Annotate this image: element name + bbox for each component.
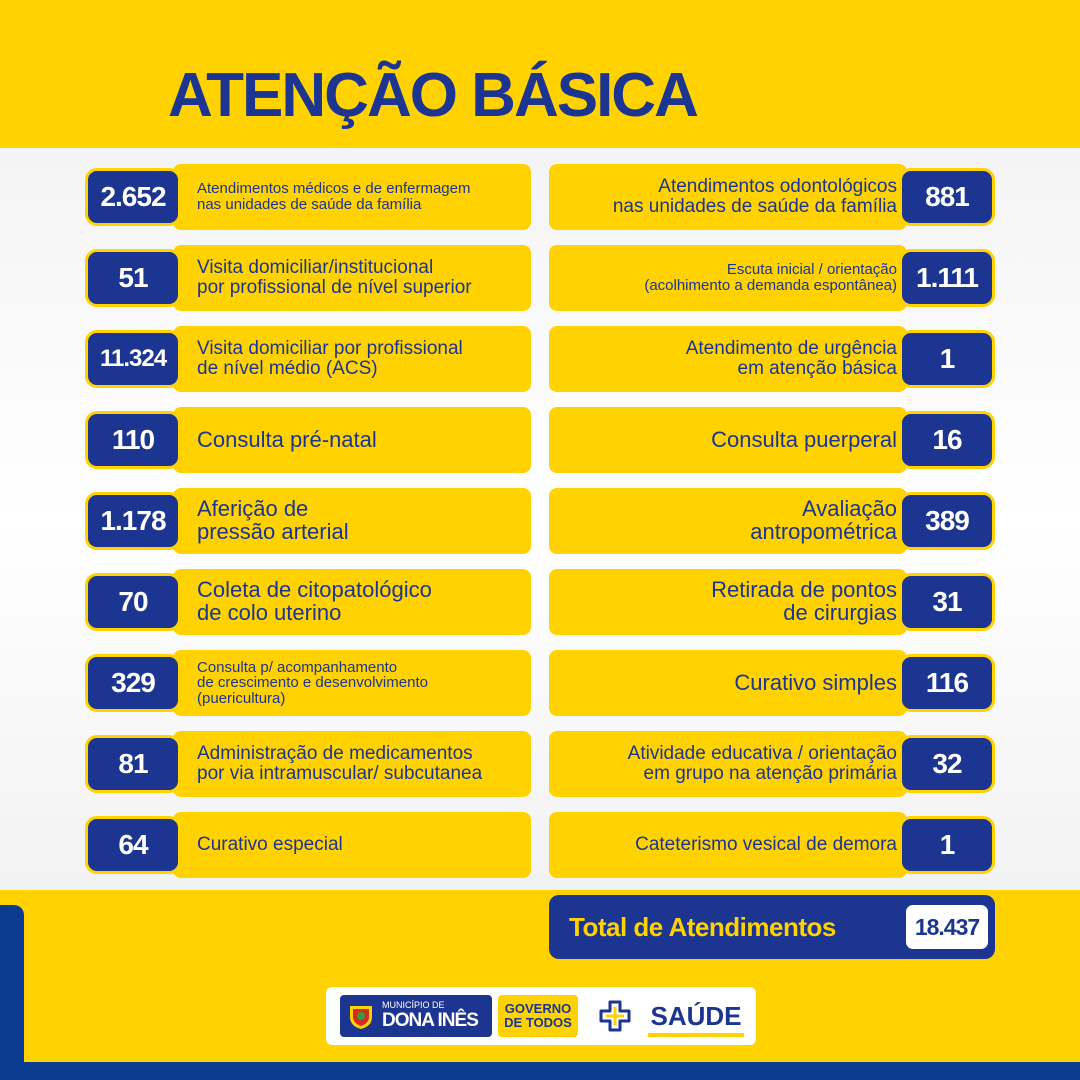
stat-label-line: Coleta de citopatológico (197, 577, 432, 603)
stat-label (173, 812, 531, 878)
stat-label-line: nas unidades de saúde da família (197, 196, 422, 213)
stat-value: 81 (85, 735, 181, 793)
stat-row-visita-acs (85, 326, 531, 392)
stat-label-line: Consulta pré-natal (197, 426, 377, 452)
stat-label-line: por via intramuscular/ subcutanea (197, 763, 483, 784)
stat-row-consulta-puerperal (549, 407, 995, 473)
stat-label (173, 650, 531, 716)
stat-value: 110 (85, 411, 181, 469)
stat-label-line: (acolhimento a demanda espontânea) (644, 277, 897, 294)
stat-label (173, 731, 531, 797)
stat-label (549, 407, 907, 473)
stat-label-line: Avaliação (802, 496, 897, 522)
stat-label-line: de colo uterino (197, 600, 342, 625)
stat-label (549, 650, 907, 716)
stat-label-line: Atendimento de urgência (685, 338, 897, 360)
stat-label-line: Visita domiciliar por profissional (197, 338, 463, 360)
stat-value: 64 (85, 816, 181, 874)
stat-label (173, 164, 531, 230)
stat-row-retirada-pontos (549, 569, 995, 635)
total-value: 18.437 (903, 902, 991, 952)
stat-label-line: Atendimentos odontológicos (658, 176, 897, 198)
left-accent (0, 905, 24, 1080)
bottom-stripe (0, 1062, 1080, 1080)
stat-label-line: em grupo na atenção primária (643, 763, 897, 784)
stat-label-line: Cateterismo vesical de demora (635, 834, 897, 856)
stat-label (549, 245, 907, 311)
stat-label-line: de nível médio (ACS) (197, 358, 378, 379)
stat-label-line: Curativo simples (734, 669, 897, 695)
stat-label (549, 731, 907, 797)
governo-line: DE TODOS (504, 1015, 572, 1030)
stat-value: 116 (899, 654, 995, 712)
stat-value: 1 (899, 816, 995, 874)
stat-value: 329 (85, 654, 181, 712)
stat-label-line: nas unidades de saúde da família (612, 196, 897, 217)
stat-label-line: Atividade educativa / orientação (627, 743, 897, 765)
stat-label (173, 245, 531, 311)
stat-label-line: de crescimento e desenvolvimento (197, 674, 428, 692)
total-box (549, 895, 995, 959)
stat-label (549, 488, 907, 554)
stat-label-line: em atenção básica (737, 358, 897, 379)
stat-value: 389 (899, 492, 995, 550)
stat-label (549, 569, 907, 635)
stat-label (173, 488, 531, 554)
stat-label-line: Curativo especial (197, 834, 343, 856)
stat-row-puericultura (85, 650, 531, 716)
stat-label-line: Aferição de (197, 496, 309, 522)
stat-row-atendimento-urgencia (549, 326, 995, 392)
stat-value: 1.111 (899, 249, 995, 307)
stat-row-cateterismo-vesical (549, 812, 995, 878)
stat-label (549, 812, 907, 878)
governo-logo (498, 995, 578, 1037)
stat-label (173, 569, 531, 635)
stat-label-line: Retirada de pontos (711, 577, 897, 603)
municipio-label: MUNICÍPIO DE (382, 1000, 445, 1010)
stat-row-afericao-pressao (85, 488, 531, 554)
stat-row-visita-nivel-superior (85, 245, 531, 311)
stat-row-atividade-educativa (549, 731, 995, 797)
stat-value: 16 (899, 411, 995, 469)
stat-row-curativo-especial (85, 812, 531, 878)
stat-row-atendimentos-odontologicos (549, 164, 995, 230)
stat-row-escuta-inicial (549, 245, 995, 311)
stat-label-line: por profissional de nível superior (197, 277, 472, 298)
stat-row-atendimentos-medicos (85, 164, 531, 230)
stat-label (549, 326, 907, 392)
stat-label-line: (puericultura) (197, 689, 286, 707)
total-label: Total de Atendimentos (569, 912, 836, 942)
stat-row-coleta-citopatologico (85, 569, 531, 635)
municipio-name: DONA INÊS (382, 1010, 478, 1031)
stat-label-line: Administração de medicamentos (197, 743, 473, 765)
stat-row-curativo-simples (549, 650, 995, 716)
stat-value: 70 (85, 573, 181, 631)
stat-label (173, 326, 531, 392)
stat-value: 11.324 (85, 330, 181, 388)
stat-label-line: Consulta puerperal (711, 426, 897, 452)
stat-label-line: Atendimentos médicos e de enfermagem (197, 180, 471, 198)
municipio-logo (340, 995, 492, 1037)
stat-label (549, 164, 907, 230)
stat-row-avaliacao-antropometrica (549, 488, 995, 554)
saude-logo: SAÚDE (648, 995, 744, 1037)
stat-label-line: antropométrica (750, 519, 897, 544)
stat-label-line: Escuta inicial / orientação (726, 261, 897, 279)
stat-row-administracao-medicamentos (85, 731, 531, 797)
stat-value: 31 (899, 573, 995, 631)
stat-label (173, 407, 531, 473)
stat-value: 2.652 (85, 168, 181, 226)
stat-value: 32 (899, 735, 995, 793)
stat-label-line: de cirurgias (783, 600, 897, 625)
stat-label-line: pressão arterial (197, 519, 349, 544)
governo-line: GOVERNO (504, 1001, 572, 1016)
stat-value: 51 (85, 249, 181, 307)
stat-value: 1 (899, 330, 995, 388)
stat-row-consulta-pre-natal (85, 407, 531, 473)
municipal-crest-icon (346, 1001, 376, 1031)
stat-label-line: Consulta p/ acompanhamento (197, 658, 398, 676)
stat-value: 881 (899, 168, 995, 226)
page-title: ATENÇÃO BÁSICA (168, 61, 697, 130)
health-cross-icon (598, 999, 632, 1033)
stat-value: 1.178 (85, 492, 181, 550)
footer-logos (326, 987, 756, 1045)
stat-label-line: Visita domiciliar/institucional (197, 257, 434, 279)
